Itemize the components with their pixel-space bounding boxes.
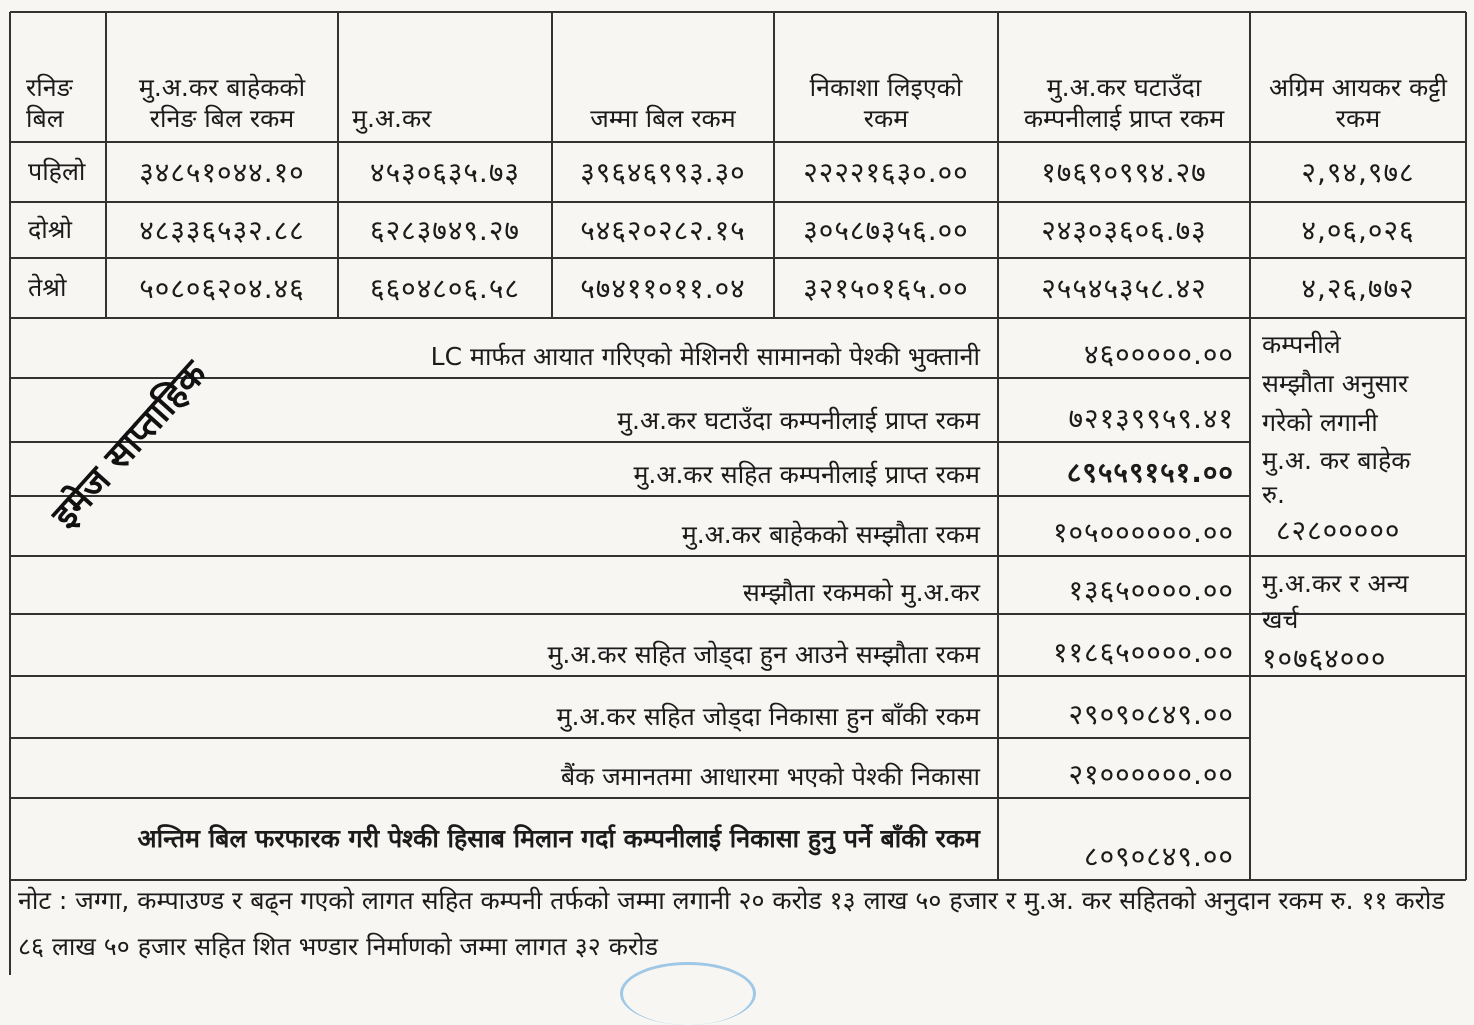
cell-vat: ६२८३७४९.२७ (370, 213, 520, 247)
header-vat: मु.अ.कर (352, 103, 432, 133)
summary-label: मु.अ.कर बाहेकको सम्झौता रकम (681, 519, 980, 549)
cell-bill-excl-vat: ५०८०६२०४.४६ (139, 271, 305, 305)
header-disbursed: निकाशा लिइएको रकम (809, 72, 963, 133)
cell-bill-excl-vat: ३४८५१०४४.१० (139, 155, 305, 189)
side-note-line: सम्झौता अनुसार (1262, 368, 1409, 398)
summary-label: सम्झौता रकमको मु.अ.कर (742, 577, 980, 607)
side-note-line: गरेको लगानी (1262, 407, 1378, 437)
side-note-line: रु. (1262, 480, 1285, 509)
header-advance-tax: अग्रिम आयकर कट्टी रकम (1269, 72, 1447, 133)
summary-label: मु.अ.कर सहित जोड्दा हुन आउने सम्झौता रकम (547, 639, 980, 669)
side-note-value: ८२८००००० (1276, 513, 1401, 547)
header-total-bill: जम्मा बिल रकम (590, 103, 736, 133)
side-note-investment (1250, 320, 1466, 556)
cell-advance-tax: ४,०६,०२६ (1301, 213, 1415, 247)
summary-amount: ११८६५००००.०० (1052, 636, 1234, 669)
summary-label: बैंक जमानतमा आधारमा भएको पेश्की निकासा (560, 761, 980, 791)
summary-amount: २९०९०८४९.०० (1068, 698, 1234, 731)
cell-received: २४३०३६०६.७३ (1041, 213, 1207, 247)
summary-amount: ७२१३९९५९.४१ (1068, 402, 1234, 435)
side-note-vat-other (1250, 560, 1466, 676)
summary-amount: ४६०००००.०० (1084, 338, 1234, 371)
summary-amount: ८९५५९१५१.०० (1066, 456, 1234, 489)
cell-received: २५५४५३५८.४२ (1041, 271, 1207, 305)
summary-amount: २१००००००.०० (1068, 758, 1234, 791)
cell-total-bill: ५४६२०२८२.१५ (580, 213, 746, 247)
summary-amount: १०५००००००.०० (1052, 516, 1234, 549)
summary-label: मु.अ.कर घटाउँदा कम्पनीलाई प्राप्त रकम (617, 405, 980, 435)
cell-disbursed: ३२१५०१६५.०० (803, 271, 969, 305)
cell-bill-excl-vat: ४८३३६५३२.८८ (139, 213, 305, 247)
summary-amount: १३६५००००.०० (1068, 574, 1234, 607)
row-label-second: दोश्रो (28, 215, 72, 245)
cell-vat: ४५३०६३५.७३ (370, 155, 520, 189)
cell-received: १७६९०९९४.२७ (1041, 155, 1207, 189)
header-received-after-vat: मु.अ.कर घटाउँदा कम्पनीलाई प्राप्त रकम (1023, 72, 1225, 133)
side-note-value: १०७६४००० (1262, 641, 1387, 675)
cell-disbursed: ३०५८७३५६.०० (803, 213, 969, 247)
summary-final-label: अन्तिम बिल फरफारक गरी पेश्की हिसाब मिलान गर्दा कम्पनीलाई निकासा हुनु पर्ने बाँकी रकम (137, 824, 980, 853)
row-label-third: तेश्रो (28, 273, 67, 303)
cell-total-bill: ५७४११०११.०४ (580, 271, 746, 305)
side-note-line: खर्च (1262, 605, 1299, 635)
side-note-line: मु.अ. कर बाहेक (1262, 446, 1411, 476)
header-bill-excl-vat: मु.अ.कर बाहेकको रनिङ बिल रकम (138, 72, 306, 133)
watermark-stamp: इमेज साप्ताहिक (44, 353, 215, 537)
seal-edge-icon (620, 962, 756, 1025)
summary-label: मु.अ.कर सहित कम्पनीलाई प्राप्त रकम (633, 459, 980, 489)
footnote: नोट : जग्गा, कम्पाउण्ड र बढ्न गएको लागत सहित कम्पनी तर्फको जम्मा लगानी २० करोड १३ लाख ५० हजार र मु.अ. कर सहितको अनुदान रकम रु. ११ करोड ८६ लाख ५० हजार सहित शित भण्डार निर्माणको जम्मा लागत ३२ करोड (18, 886, 1445, 961)
header-running-bill: रनिङ बिल (26, 72, 73, 133)
row-label-first: पहिलो (28, 157, 86, 187)
summary-final-amount: ८०९०८४९.०० (1084, 840, 1234, 873)
side-note-line: मु.अ.कर र अन्य (1262, 569, 1409, 598)
summary-label: LC मार्फत आयात गरिएको मेशिनरी सामानको पेश्की भुक्तानी (430, 341, 980, 371)
side-note-line: कम्पनीले (1262, 330, 1341, 359)
cell-total-bill: ३९६४६९९३.३० (580, 155, 746, 189)
summary-label: मु.अ.कर सहित जोड्दा निकासा हुन बाँकी रकम (556, 701, 980, 731)
cell-vat: ६६०४८०६.५८ (370, 271, 520, 305)
cell-disbursed: २२२२१६३०.०० (803, 155, 969, 189)
cell-advance-tax: ४,२६,७७२ (1301, 271, 1415, 305)
cell-advance-tax: २,९४,९७८ (1301, 155, 1415, 189)
